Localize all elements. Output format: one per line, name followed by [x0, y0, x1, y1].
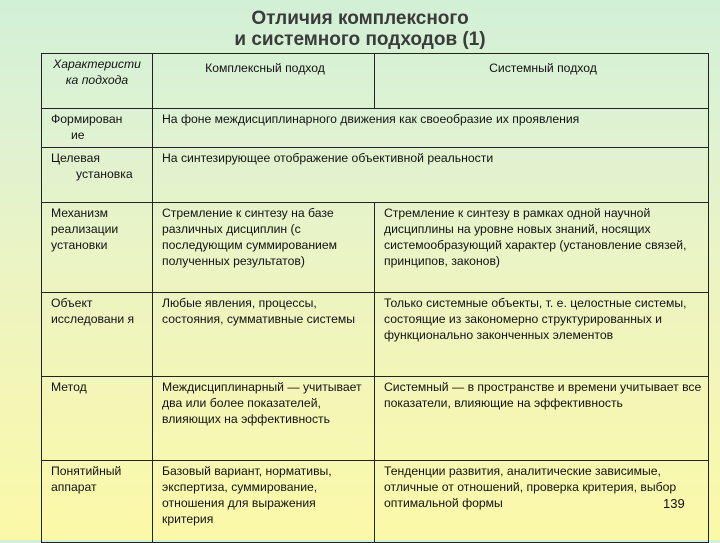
row-complex-mechanism: Стремление к синтезу на базе различных дисциплин (с последующим суммированием полученных результатов)	[153, 203, 375, 293]
row-complex-method: Междисциплинарный — учитывает два или более показателей, влияющих на эффективность	[153, 377, 375, 461]
row-label-object: Объект исследовани я	[42, 293, 153, 377]
row-label-method: Метод	[42, 377, 153, 461]
row-label-formation-line1: Формирован	[51, 112, 123, 126]
row-label-target	[42, 148, 153, 203]
row-system-method: Системный — в пространстве и времени учитывает все показатели, влияющие на эффективность	[375, 377, 709, 461]
header-characteristic: Характеристи ка подхода	[42, 54, 153, 109]
row-label-concepts: Понятийный аппарат	[42, 461, 153, 543]
title-line-2: и системного подходов (1)	[234, 29, 486, 50]
row-label-target-line1: Целевая	[51, 151, 100, 165]
header-system-approach: Системный подход	[375, 54, 709, 109]
page-number: 139	[663, 496, 685, 511]
row-system-concepts: Тенденции развития, аналитические зависимые, отличные от отношений, проверка критерия, выбор оптимальной формы	[375, 461, 709, 543]
title-line-1: Отличия комплексного	[251, 8, 469, 29]
row-label-mechanism: Механизм реализации установки	[42, 203, 153, 293]
slide-title	[150, 8, 570, 50]
row-label-target-line2: установка	[76, 167, 133, 181]
row-label-formation-line2: ие	[71, 128, 85, 142]
row-complex-object: Любые явления, процессы, состояния, суммативные системы	[153, 293, 375, 377]
table-row	[42, 109, 709, 148]
table-row	[42, 148, 709, 203]
table-row	[42, 377, 709, 461]
row-system-object: Только системные объекты, т. е. целостные системы, состоящие из закономерно структурированных и функционально законченных элементов	[375, 293, 709, 377]
row-merged-target: На синтезирующее отображение объективной реальности	[153, 148, 709, 203]
table-row	[42, 293, 709, 377]
row-complex-concepts: Базовый вариант, нормативы, экспертиза, суммирование, отношения для выражения критерия	[153, 461, 375, 543]
table-row	[42, 203, 709, 293]
table-header-row	[42, 54, 709, 109]
header-complex-approach: Комплексный подход	[153, 54, 375, 109]
row-merged-formation: На фоне междисциплинарного движения как своеобразие их проявления	[153, 109, 709, 148]
comparison-table	[41, 53, 709, 543]
row-label-formation	[42, 109, 153, 148]
row-system-mechanism: Стремление к синтезу в рамках одной научной дисциплины на уровне новых знаний, носящих системообразующий характер (установление связей, принципов, законов)	[375, 203, 709, 293]
table-row	[42, 461, 709, 543]
